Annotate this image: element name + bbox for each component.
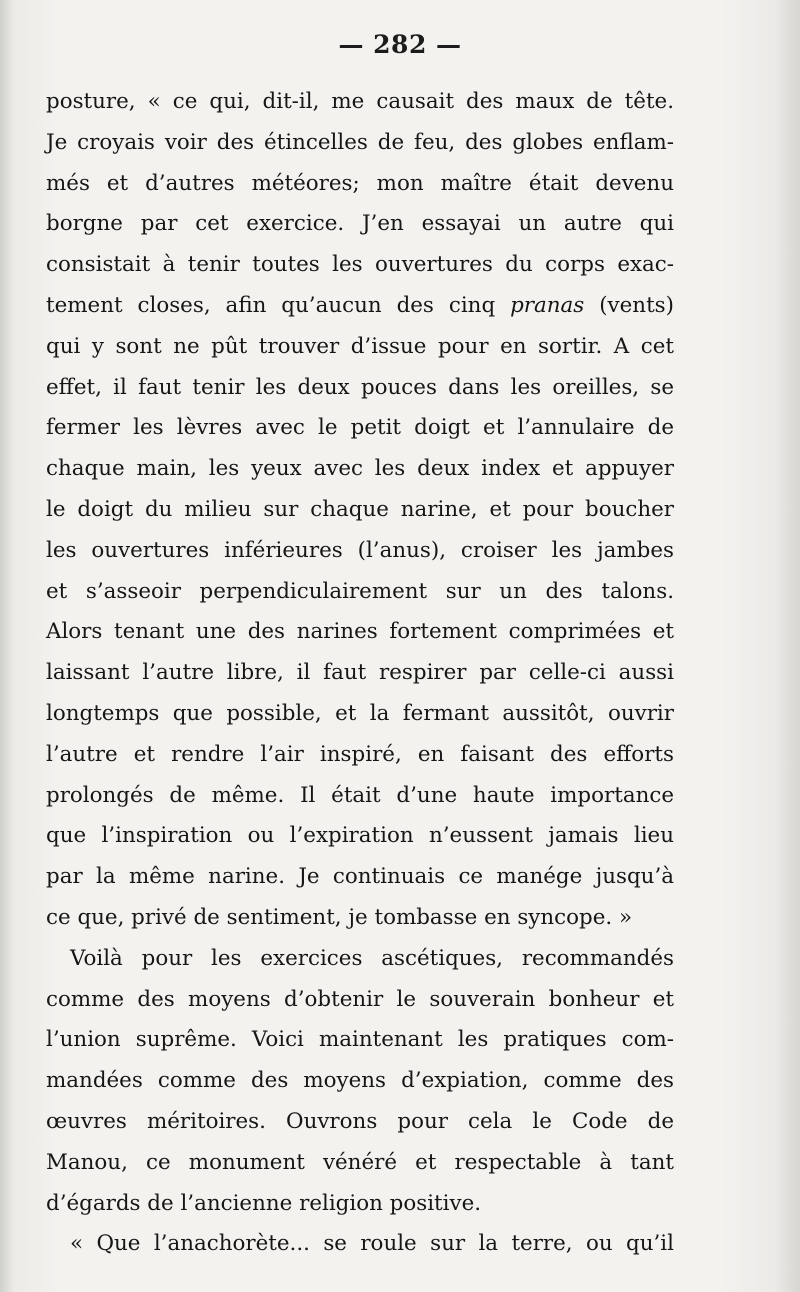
italic-term: pranas <box>510 292 585 318</box>
page-number: — 282 — <box>338 30 462 59</box>
text-line: longtemps que possible, et la fermant aussitôt, ouvrir <box>46 700 674 726</box>
text-line: d’égards de l’ancienne religion positive. <box>46 1190 482 1216</box>
paragraph-start-line: « Que l’anachorète... se roule sur la terre, ou qu’il <box>70 1231 674 1257</box>
text-line: mandées comme des moyens d’expiation, comme des <box>46 1068 674 1094</box>
text-line: més et d’autres météores; mon maître était devenu <box>46 170 674 196</box>
text-segment: tement closes, afin qu’aucun des cinq <box>46 292 511 318</box>
text-line: posture, « ce qui, dit-il, me causait des maux de tête. <box>46 89 674 114</box>
text-line: qui y sont ne pût trouver d’issue pour en sortir. A cet <box>46 333 674 359</box>
text-line: chaque main, les yeux avec les deux index et appuyer <box>46 456 674 482</box>
text-line: par la même narine. Je continuais ce manége jusqu’à <box>46 864 674 890</box>
text-line: œuvres méritoires. Ouvrons pour cela le Code de <box>46 1108 674 1134</box>
text-line: borgne par cet exercice. J’en essayai un autre qui <box>46 211 674 237</box>
text-line: Manou, ce monument vénéré et respectable à tant <box>46 1149 674 1175</box>
text-line: l’autre et rendre l’air inspiré, en faisant des efforts <box>46 741 674 767</box>
paragraph-start-line: Voilà pour les exercices ascétiques, recommandés <box>70 945 674 971</box>
text-line: l’union suprême. Voici maintenant les pratiques com- <box>46 1027 674 1053</box>
text-line: consistait à tenir toutes les ouvertures du corps exac- <box>46 252 674 278</box>
text-line: ce que, privé de sentiment, je tombasse en syncope. » <box>46 904 633 930</box>
text-line: les ouvertures inférieures (l’anus), croiser les jambes <box>46 537 674 563</box>
text-line: Je croyais voir des étincelles de feu, des globes enflam- <box>46 129 674 155</box>
text-line: le doigt du milieu sur chaque narine, et pour boucher <box>46 496 674 522</box>
text-line: prolongés de même. Il était d’une haute importance <box>46 782 674 808</box>
text-line: laissant l’autre libre, il faut respirer par celle-ci aussi <box>46 660 674 686</box>
body-text <box>46 82 674 1265</box>
text-line: effet, il faut tenir les deux pouces dans les oreilles, se <box>46 374 674 400</box>
text-line: comme des moyens d’obtenir le souverain bonheur et <box>46 986 674 1012</box>
text-line-with-italic <box>46 286 674 327</box>
text-line: fermer les lèvres avec le petit doigt et l’annulaire de <box>46 415 674 441</box>
text-line: que l’inspiration ou l’expiration n’eussent jamais lieu <box>46 823 674 849</box>
text-line: Alors tenant une des narines fortement comprimées et <box>46 619 674 645</box>
text-segment: (vents) <box>584 292 674 318</box>
text-line: et s’asseoir perpendiculairement sur un des talons. <box>46 578 674 604</box>
